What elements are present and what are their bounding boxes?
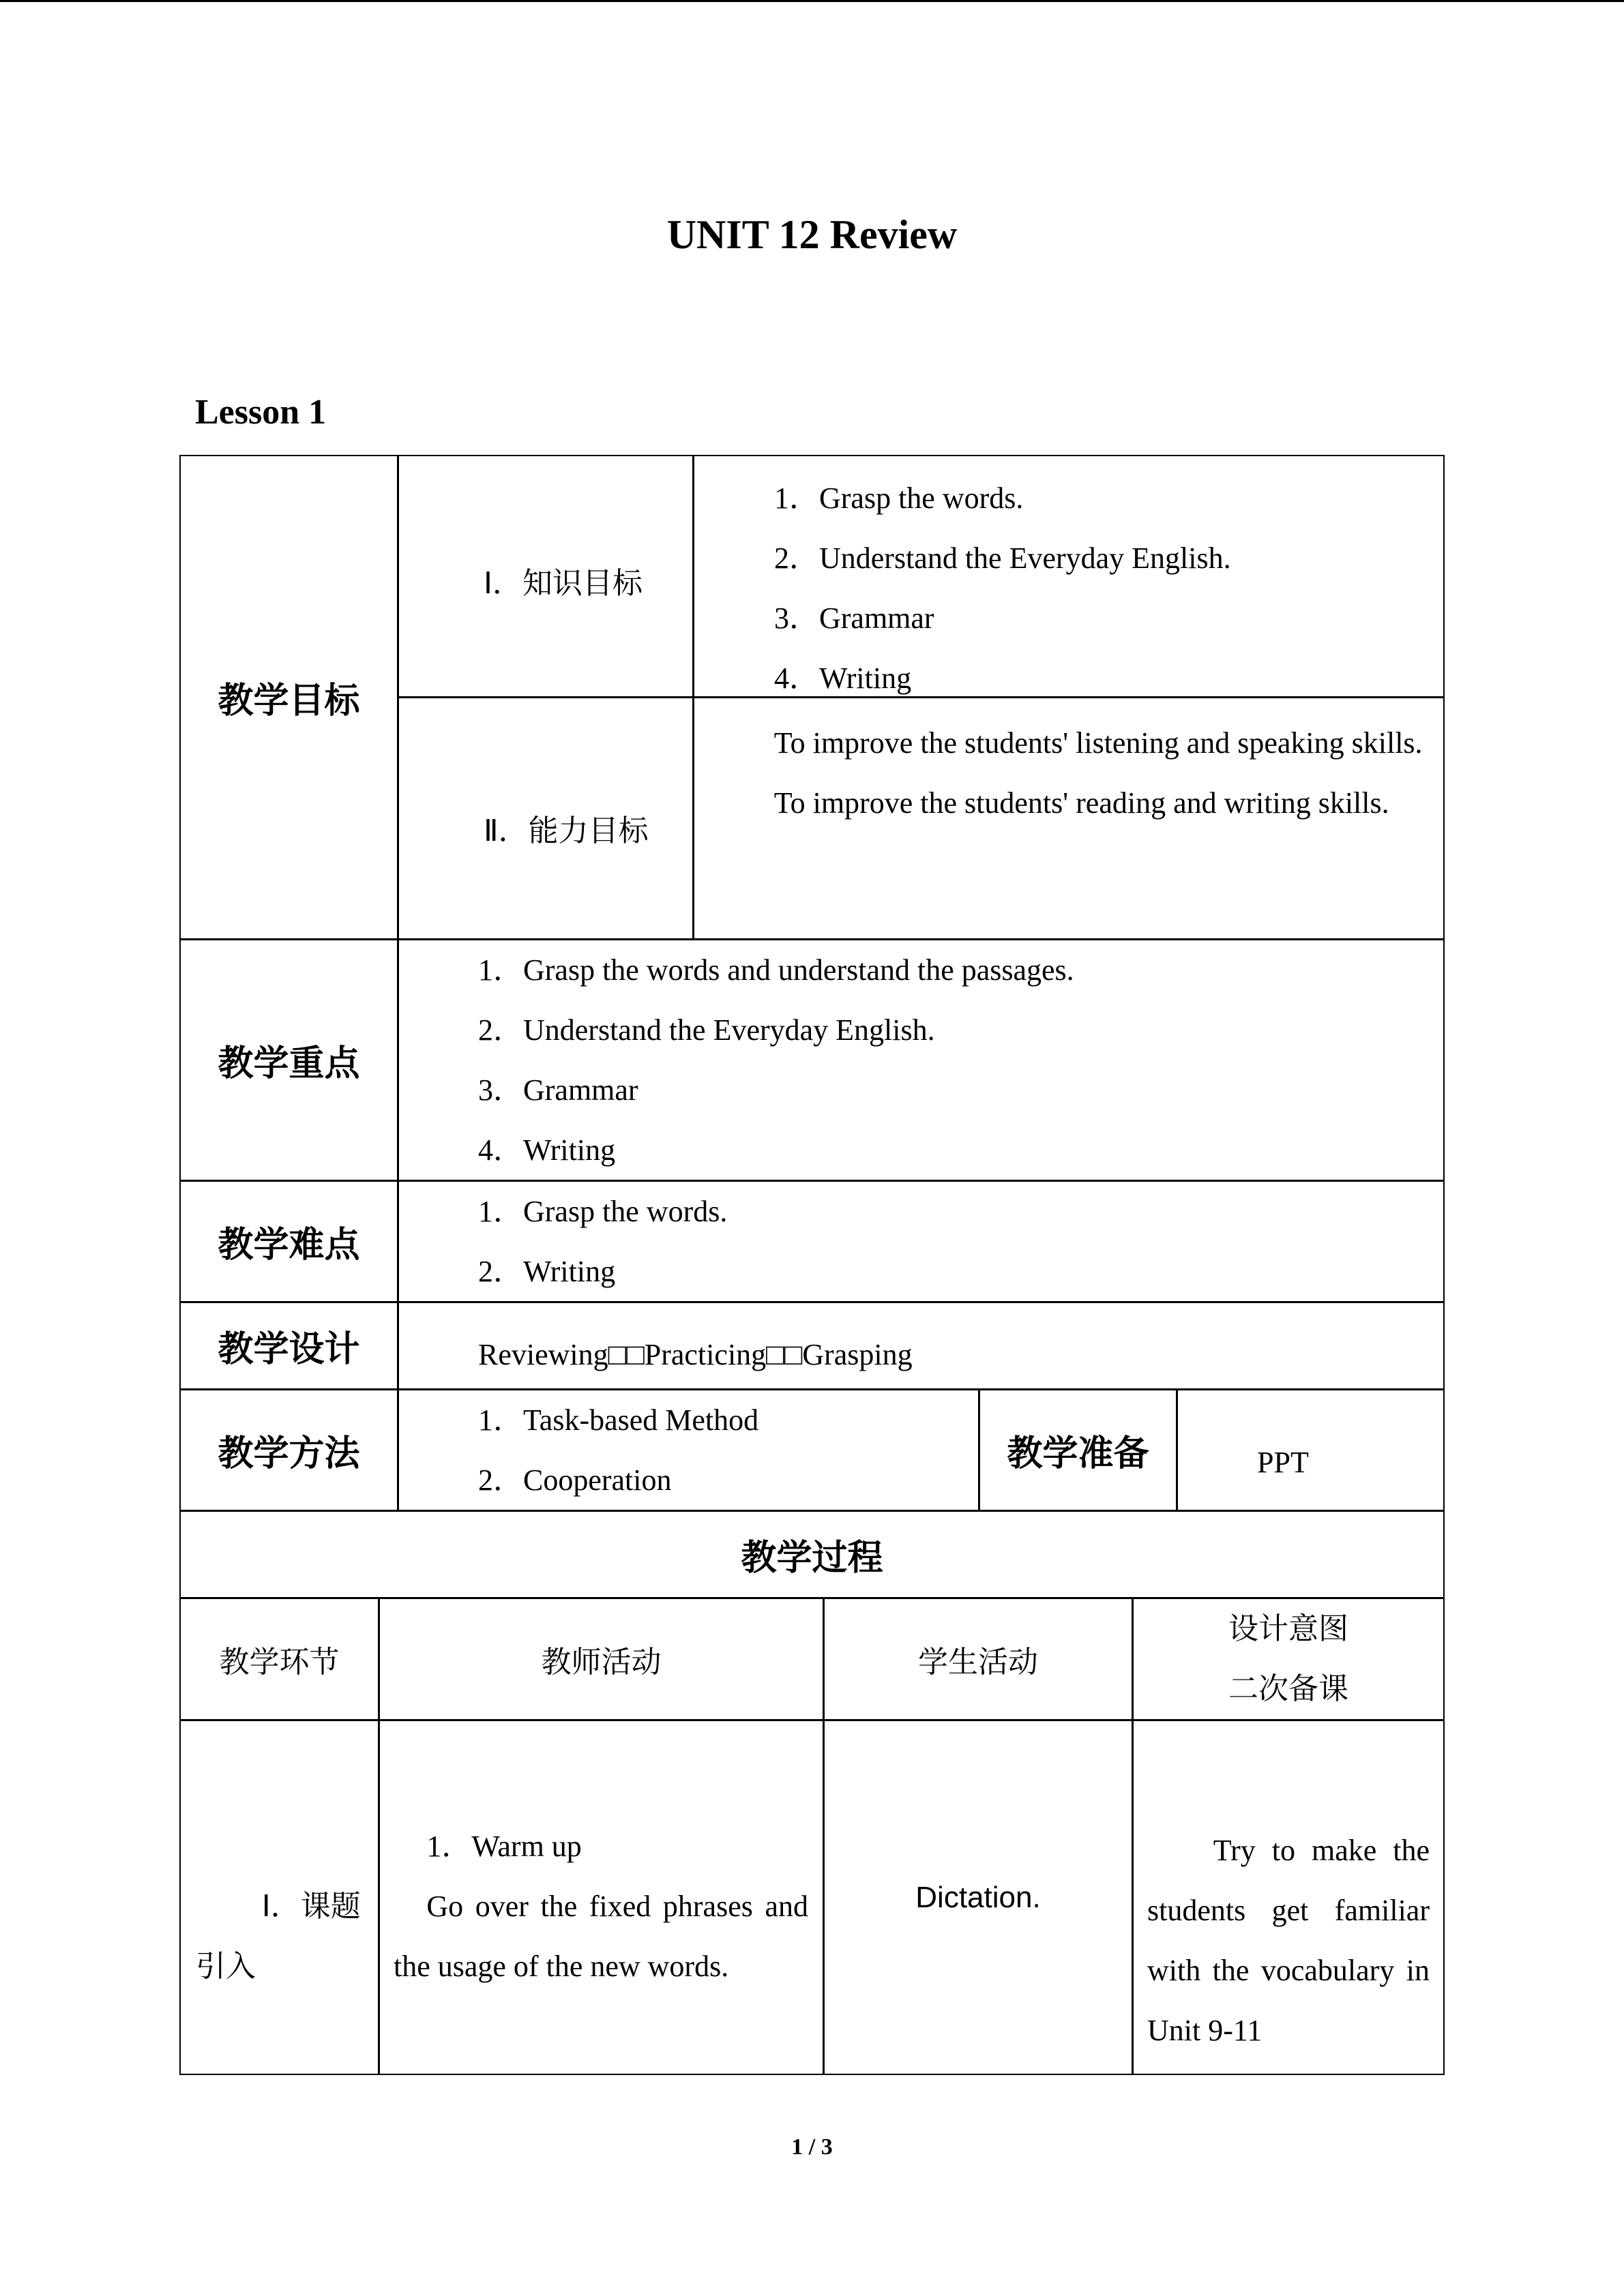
col-header-teacher: 教师活动: [379, 1598, 824, 1720]
list-item: 3．Grammar: [774, 601, 934, 635]
list-item: 1．Grasp the words and understand the passages.: [478, 953, 1074, 987]
design-header: 教学设计: [179, 1302, 398, 1390]
purpose-text-block: [1147, 1821, 1430, 2061]
preparation-value: PPT: [1257, 1446, 1309, 1479]
stage-text: Ⅰ．课题引入: [196, 1889, 361, 1984]
ability-text-cell: [693, 697, 1445, 940]
knowledge-label-cell: [398, 455, 694, 698]
lesson-heading: Lesson 1: [195, 393, 327, 432]
list-item: 4．Writing: [774, 661, 912, 695]
col-header-stage: 教学环节: [179, 1598, 379, 1720]
list-item: 3．Grammar: [478, 1073, 638, 1107]
difficulties-header: 教学难点: [179, 1180, 398, 1302]
purpose-cell: [1132, 1720, 1445, 2075]
student-activity-cell: [823, 1720, 1133, 2075]
ability-paragraph: To improve the students' listening and speaking skills.: [773, 726, 1423, 760]
difficulties-list: [478, 1182, 727, 1302]
list-item: 2．Understand the Everyday English.: [478, 1013, 935, 1047]
difficulties-cell: [398, 1180, 1445, 1302]
design-text: Reviewing□□Practicing□□Grasping: [478, 1338, 913, 1371]
teacher-activity: [394, 1817, 808, 1997]
purpose-text: Try to make the students get familiar with the vocabulary in Unit 9-11: [1147, 1834, 1430, 2047]
knowledge-list: [774, 468, 1231, 709]
stage-cell: [179, 1720, 379, 2075]
purpose-label: 设计意图: [1228, 1611, 1348, 1646]
page-title: UNIT 12 Review: [666, 212, 958, 257]
teacher-activity-title: 1．Warm up: [426, 1830, 582, 1863]
list-item: 2．Writing: [478, 1255, 616, 1288]
teacher-activity-cell: [379, 1720, 824, 2075]
teacher-activity-text: Go over the fixed phrases and the usage of the new words.: [394, 1890, 808, 1983]
ability-label-cell: [398, 697, 694, 940]
ability-paragraphs: [708, 713, 1428, 833]
ability-label: Ⅱ．能力目标: [484, 814, 649, 848]
methods-list: [478, 1390, 758, 1510]
list-item: 1．Grasp the words.: [774, 481, 1024, 515]
ability-paragraph: To improve the students' reading and writing skills.: [773, 786, 1389, 820]
process-header: 教学过程: [179, 1510, 1445, 1598]
list-item: 4．Writing: [478, 1133, 616, 1167]
objectives-header: 教学目标: [179, 455, 398, 940]
design-cell: [398, 1302, 1445, 1390]
second-prep-label: 二次备课: [1228, 1671, 1348, 1706]
list-item: 1．Grasp the words.: [478, 1195, 728, 1228]
list-item: 2．Understand the Everyday English.: [774, 541, 1231, 575]
student-activity: Dictation.: [915, 1880, 1041, 1914]
preparation-header: 教学准备: [979, 1389, 1177, 1511]
knowledge-label: Ⅰ．知识目标: [484, 566, 643, 601]
col-header-student: 学生活动: [823, 1598, 1133, 1720]
key-points-cell: [398, 939, 1445, 1181]
methods-cell: [398, 1389, 979, 1511]
methods-header: 教学方法: [179, 1389, 398, 1511]
page-number: 1 / 3: [791, 2134, 833, 2160]
list-item: 2．Cooperation: [478, 1463, 672, 1497]
preparation-cell: [1177, 1389, 1445, 1511]
list-item: 1．Task-based Method: [478, 1403, 759, 1437]
key-points-list: [478, 940, 1074, 1180]
knowledge-items-cell: [693, 455, 1445, 698]
top-rule: [0, 0, 1624, 2]
key-points-header: 教学重点: [179, 939, 398, 1181]
col-header-purpose: [1132, 1598, 1445, 1720]
